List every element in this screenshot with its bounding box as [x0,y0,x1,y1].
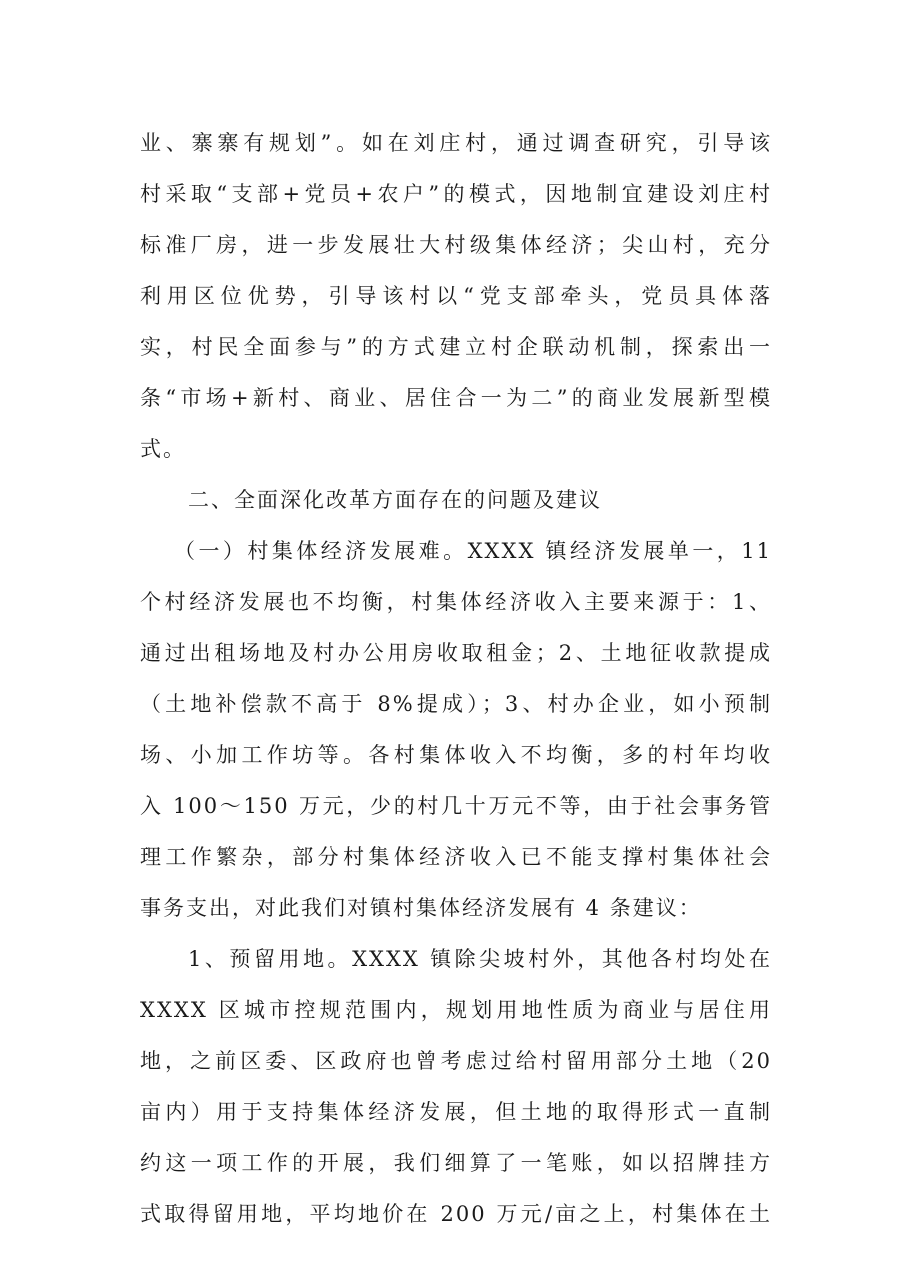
paragraph-line: 事务支出，对此我们对镇村集体经济发展有 4 条建议： [140,896,702,920]
paragraph-line: 亩内）用于支持集体经济发展，但土地的取得形式一直制 [140,1100,772,1124]
section-heading: 二、全面深化改革方面存在的问题及建议 [188,488,602,512]
paragraph-line: 标准厂房，进一步发展壮大村级集体经济；尖山村，充分 [140,233,772,257]
paragraph-line: 通过出租场地及村办公用房收取租金；2、土地征收款提成 [140,641,772,665]
paragraph-line: 个村经济发展也不均衡，村集体经济收入主要来源于：1、 [140,590,772,614]
paragraph-line: 场、小加工作坊等。各村集体收入不均衡，多的村年均收 [140,743,772,767]
paragraph-line: 式取得留用地，平均地价在 200 万元/亩之上，村集体在土 [140,1202,772,1226]
paragraph-line: 式。 [140,437,186,461]
paragraph-line: 理工作繁杂，部分村集体经济收入已不能支撑村集体社会 [140,845,772,869]
paragraph-line: 入 100～150 万元，少的村几十万元不等，由于社会事务管 [140,794,772,818]
paragraph-line: （土地补偿款不高于 8%提成）；3、村办企业，如小预制 [140,692,772,716]
paragraph-line: XXXX 区城市控规范围内，规划用地性质为商业与居住用 [140,998,772,1022]
paragraph-line: 村采取“支部+党员+农户”的模式，因地制宜建设刘庄村 [140,182,772,206]
paragraph-line: 利用区位优势，引导该村以“党支部牵头，党员具体落 [140,284,772,308]
paragraph-line: 实，村民全面参与”的方式建立村企联动机制，探索出一 [140,335,772,359]
paragraph-line: 1、预留用地。XXXX 镇除尖坡村外，其他各村均处在 [188,947,772,971]
paragraph-line: 条“市场+新村、商业、居住合一为二”的商业发展新型模 [140,386,772,410]
paragraph-line: 业、寨寨有规划”。如在刘庄村，通过调查研究，引导该 [140,131,772,155]
paragraph-line: （一）村集体经济发展难。XXXX 镇经济发展单一，11 [174,539,772,563]
paragraph-line: 约这一项工作的开展，我们细算了一笔账，如以招牌挂方 [140,1151,772,1175]
paragraph-line: 地，之前区委、区政府也曾考虑过给村留用部分土地（20 [140,1049,772,1073]
